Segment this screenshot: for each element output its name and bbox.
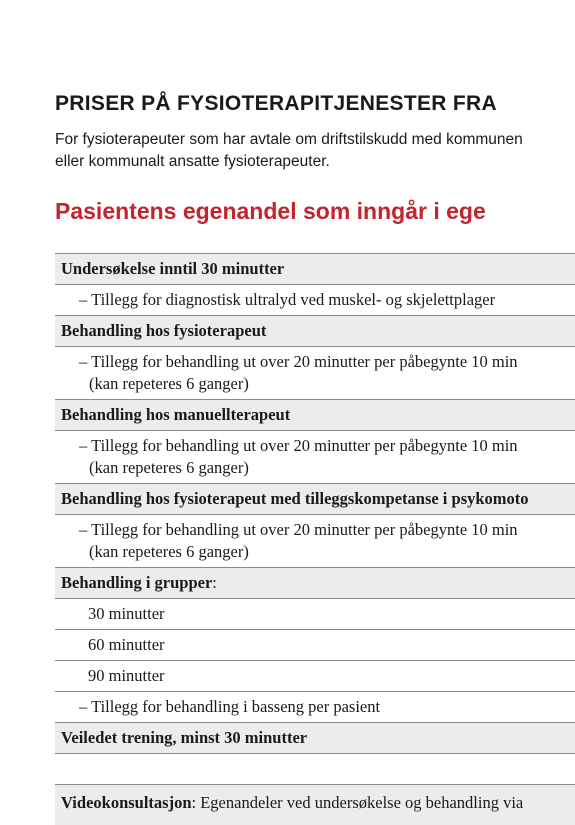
row-label: Undersøkelse inntil 30 minutter: [61, 259, 285, 278]
table-row-grupper: [55, 568, 575, 599]
row-label-text: Behandling i grupper: [61, 573, 213, 592]
price-table: [55, 253, 575, 825]
row-label: – Tillegg for behandling i basseng per pasient: [79, 697, 381, 716]
table-row-tillegg-fysioterapeut: [55, 347, 575, 400]
row-label: Behandling hos manuellterapeut: [61, 405, 291, 424]
table-row-60-minutter: [55, 630, 575, 661]
intro-line-2: eller kommunalt ansatte fysioterapeuter.: [55, 153, 330, 170]
table-row-tillegg-psykomotorisk: [55, 515, 575, 568]
row-label-line-2: (kan repeteres 6 ganger): [89, 458, 249, 477]
table-row-ultralyd: [55, 285, 575, 316]
intro-paragraph: [55, 129, 523, 173]
row-label-line-1: – Tillegg for behandling ut over 20 minutter per påbegynte 10 min: [79, 436, 518, 455]
table-row-basseng: [55, 692, 575, 723]
row-label-line-1: – Tillegg for behandling ut over 20 minutter per påbegynte 10 min: [79, 520, 518, 539]
row-label: [61, 573, 575, 593]
row-label: 60 minutter: [88, 635, 165, 654]
row-label-line-2: (kan repeteres 6 ganger): [89, 542, 249, 561]
video-note-label: Videokonsultasjon: [61, 793, 192, 812]
video-note-body: : Egenandeler ved undersøkelse og behandling via: [191, 793, 524, 812]
table-row-veiledet-trening: [55, 723, 575, 754]
video-consultation-note: [55, 785, 575, 825]
table-row-psykomotorisk: [55, 484, 575, 515]
table-row-fysioterapeut: [55, 316, 575, 347]
table-row-tillegg-manuellterapeut: [55, 431, 575, 484]
intro-line-1: For fysioterapeuter som har avtale om driftstilskudd med kommunen: [55, 131, 523, 148]
table-row-30-minutter: [55, 599, 575, 630]
row-label-line-2: (kan repeteres 6 ganger): [89, 374, 249, 393]
table-row-manuellterapeut: [55, 400, 575, 431]
row-label-line-1: – Tillegg for behandling ut over 20 minutter per påbegynte 10 min: [79, 352, 518, 371]
row-label: Behandling hos fysioterapeut med tilleggskompetanse i psykomoto: [61, 489, 529, 508]
row-label: Veiledet trening, minst 30 minutter: [61, 728, 308, 747]
table-spacer: [55, 754, 575, 785]
section-heading: Pasientens egenandel som inngår i ege: [55, 198, 486, 224]
row-label: Behandling hos fysioterapeut: [61, 321, 267, 340]
video-note-text: [61, 793, 523, 813]
row-label: – Tillegg for diagnostisk ultralyd ved muskel- og skjelettplager: [79, 290, 496, 309]
row-label-colon: :: [212, 573, 217, 592]
table-row-90-minutter: [55, 661, 575, 692]
page-title: PRISER PÅ FYSIOTERAPITJENESTER FRA: [55, 92, 497, 115]
row-label: 90 minutter: [88, 666, 165, 685]
row-label: 30 minutter: [88, 604, 165, 623]
table-row-undersokelse: [55, 254, 575, 285]
